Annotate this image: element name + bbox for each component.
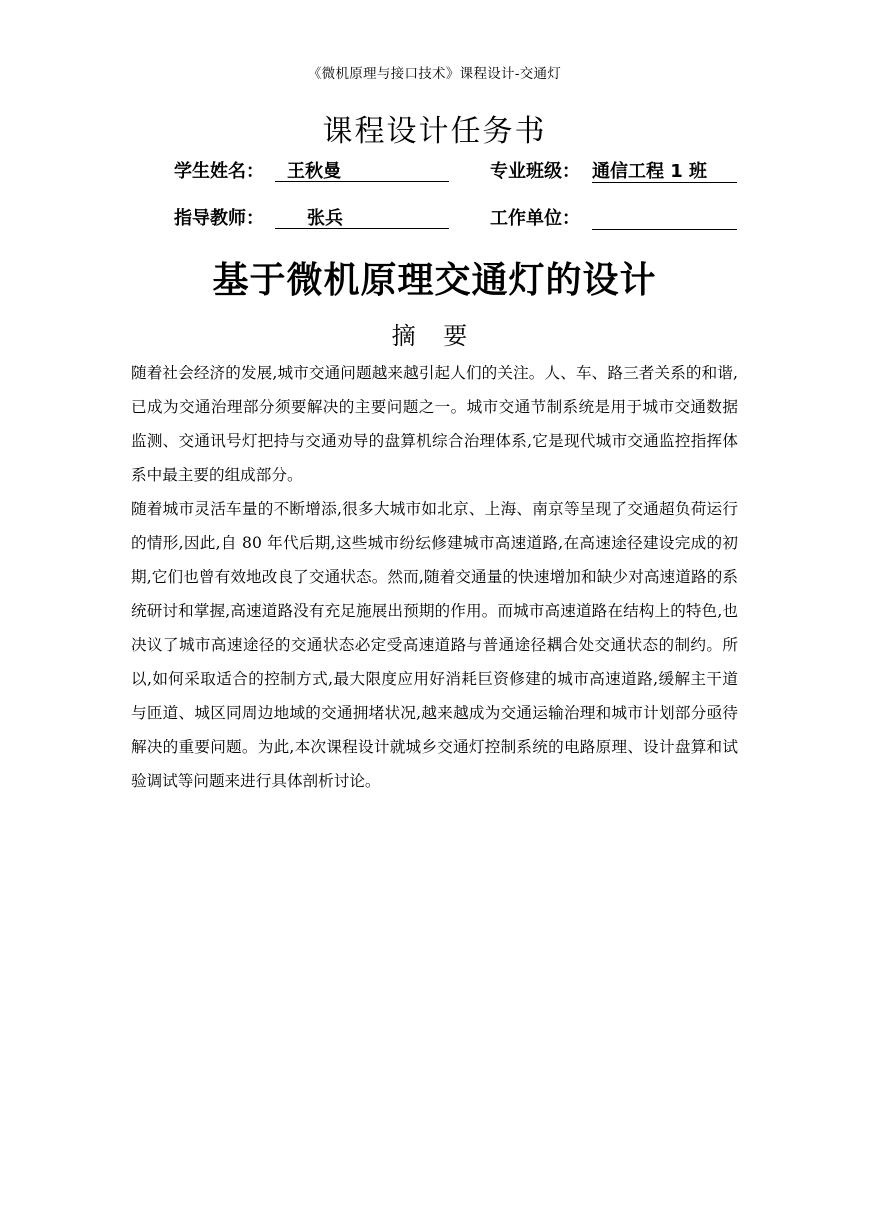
student-name-label: 学生姓名： bbox=[174, 161, 264, 182]
main-title: 基于微机原理交通灯的设计 bbox=[212, 260, 657, 301]
abstract-paragraph: 随着社会经济的发展,城市交通问题越来越引起人们的关注。人、车、路三者关系的和谐,已成为交通治理部分须要解决的主要问题之一。城市交通节制系统是用于城市交通数据监测、交通讯号灯把持与交通劝导的盘算机综合治理体系,它是现代城市交通监控指挥体系中最主要的组成部分。 bbox=[131, 364, 738, 484]
student-name-value: 王秋曼 bbox=[275, 160, 449, 182]
advisor-value: 张兵 bbox=[275, 207, 449, 229]
assignment-title: 课程设计任务书 bbox=[322, 114, 547, 149]
abstract-heading: 摘 要 bbox=[391, 322, 478, 350]
major-class-label: 专业班级： bbox=[490, 161, 580, 182]
info-row-advisor bbox=[174, 207, 580, 231]
abstract-body bbox=[131, 356, 738, 798]
major-class-value: 通信工程 1 班 bbox=[592, 160, 737, 183]
running-header: 《微机原理与接口技术》课程设计-交通灯 bbox=[307, 66, 562, 82]
work-unit-value bbox=[592, 207, 737, 230]
work-unit-label: 工作单位： bbox=[490, 208, 580, 229]
info-row-student bbox=[174, 160, 708, 184]
abstract-paragraph: 随着城市灵活车量的不断增添,很多大城市如北京、上海、南京等呈现了交通超负荷运行的情形,因此,自 80 年代后期,这些城市纷纭修建城市高速道路,在高速途径建设完成的初期,它们也曾有效地改良了交通状态。然而,随着交通量的快速增加和缺少对高速道路的系统研讨和掌握,高速道路没有充足施展出预期的作用。而城市高速道路在结构上的特色,也决议了城市高速途径的交通状态必定受高速道路与普通途径耦合处交通状态的制约。所以,如何采取适合的控制方式,最大限度应用好消耗巨资修建的城市高速道路,缓解主干道与匝道、城区同周边地域的交通拥堵状况,越来越成为交通运输治理和城市计划部分亟待解决的重要问题。为此,本次课程设计就城乡交通灯控制系统的电路原理、设计盘算和试验调试等问题来进行具体剖析讨论。 bbox=[131, 500, 738, 790]
advisor-label: 指导教师： bbox=[174, 208, 264, 229]
